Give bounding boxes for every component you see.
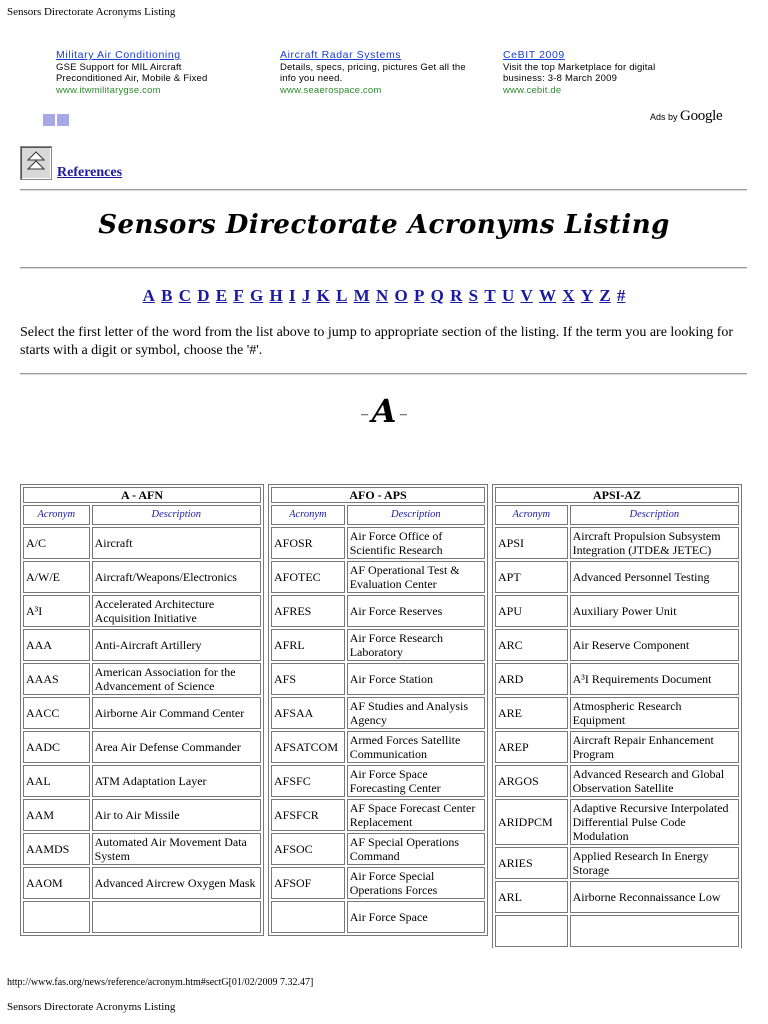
table-row — [495, 595, 739, 627]
acronym-cell: AFSFCR — [271, 799, 345, 831]
ad-nav-square-icon[interactable] — [57, 114, 69, 126]
letter-link-h[interactable]: H — [269, 286, 283, 305]
table-group-title: A - AFN — [23, 487, 261, 503]
acronym-cell: AFSOF — [271, 867, 345, 899]
table-row — [495, 527, 739, 559]
acronym-cell: AFS — [271, 663, 345, 695]
table-row — [23, 799, 261, 831]
description-cell: Air Force Space Forecasting Center — [347, 765, 485, 797]
description-cell: Aircraft/Weapons/Electronics — [92, 561, 261, 593]
letter-link-n[interactable]: N — [375, 286, 389, 305]
acronym-cell: ARL — [495, 881, 568, 913]
table-row — [495, 915, 739, 947]
description-cell: Area Air Defense Commander — [92, 731, 261, 763]
section-dash: – — [361, 407, 369, 422]
acronym-cell: APU — [495, 595, 568, 627]
table-group-1 — [20, 484, 264, 948]
divider — [20, 189, 747, 191]
ad-text: info you need. — [280, 73, 343, 84]
description-cell: Air Force Station — [347, 663, 485, 695]
ad-text: business: 3-8 March 2009 — [503, 73, 618, 84]
table-row — [495, 697, 739, 729]
acronym-cell: ARIDPCM — [495, 799, 568, 845]
table-row — [271, 629, 485, 661]
acronym-cell: A³I — [23, 595, 90, 627]
description-cell: Atmospheric Research Equipment — [570, 697, 739, 729]
table-row — [495, 881, 739, 913]
ad-url[interactable]: www.cebit.de — [503, 84, 562, 96]
footer-url: http://www.fas.org/news/reference/acronym.htm#sectG[01/02/2009 7.32.47] — [7, 977, 314, 988]
page-header-title: Sensors Directorate Acronyms Listing — [7, 6, 176, 18]
ads-by-label: Ads by — [650, 112, 678, 122]
ad-url[interactable]: www.seaerospace.com — [280, 84, 382, 96]
acronym-cell: AFSOC — [271, 833, 345, 865]
letter-link-p[interactable]: P — [413, 286, 425, 305]
letter-link-w[interactable]: W — [539, 286, 557, 305]
ad-block-3[interactable] — [503, 50, 655, 96]
table-row — [23, 697, 261, 729]
description-cell: Air Force Reserves — [347, 595, 485, 627]
description-cell: Accelerated Architecture Acquisition Initiative — [92, 595, 261, 627]
letter-link-c[interactable]: C — [178, 286, 191, 305]
column-header-acronym: Acronym — [271, 505, 345, 525]
letter-link-r[interactable]: R — [450, 286, 463, 305]
letter-link-q[interactable]: Q — [430, 286, 444, 305]
column-header-acronym: Acronym — [495, 505, 568, 525]
letter-link-u[interactable]: U — [501, 286, 515, 305]
table-row — [271, 561, 485, 593]
acronym-cell: AAA — [23, 629, 90, 661]
letter-link-i[interactable]: I — [288, 286, 296, 305]
table-row — [495, 663, 739, 695]
page-title: Sensors Directorate Acronyms Listing — [98, 210, 670, 240]
ad-title[interactable]: Aircraft Radar Systems — [280, 49, 402, 61]
description-cell: Applied Research In Energy Storage — [570, 847, 739, 879]
table-row — [23, 629, 261, 661]
table-row — [495, 799, 739, 845]
letter-link-g[interactable]: G — [250, 286, 264, 305]
letter-link-f[interactable]: F — [233, 286, 244, 305]
table-row — [271, 731, 485, 763]
acronym-cell: ARD — [495, 663, 568, 695]
intro-text: Select the first letter of the word from the list above to jump to appropriate section of the listing. If the term you are looking for starts with a digit or symbol, choose the '#'. — [20, 325, 734, 358]
column-header-acronym: Acronym — [23, 505, 90, 525]
acronym-cell: AAL — [23, 765, 90, 797]
acronym-cell: AFSAA — [271, 697, 345, 729]
acronym-cell: APSI — [495, 527, 568, 559]
letter-link-hash[interactable]: # — [616, 286, 626, 305]
table-group-2 — [268, 484, 488, 948]
table-row — [23, 595, 261, 627]
description-cell: Aircraft Repair Enhancement Program — [570, 731, 739, 763]
table-row — [271, 595, 485, 627]
acronym-cell: AAOM — [23, 867, 90, 899]
acronym-cell: AFOSR — [271, 527, 345, 559]
description-cell: Air Force Office of Scientific Research — [347, 527, 485, 559]
ad-block-1[interactable] — [56, 50, 208, 96]
letter-link-x[interactable]: X — [562, 286, 575, 305]
table-row — [495, 629, 739, 661]
description-cell: Aircraft — [92, 527, 261, 559]
table-row — [271, 833, 485, 865]
table-row — [23, 867, 261, 899]
acronym-cell: AAAS — [23, 663, 90, 695]
table-group-title: AFO - APS — [271, 487, 485, 503]
description-cell — [92, 901, 261, 933]
table-row — [271, 527, 485, 559]
description-cell: Adaptive Recursive Interpolated Differential Pulse Code Modulation — [570, 799, 739, 845]
acronym-cell — [23, 901, 90, 933]
acronym-cell: ARGOS — [495, 765, 568, 797]
ads-by-google[interactable] — [650, 108, 722, 125]
table-row — [271, 663, 485, 695]
table-row — [23, 833, 261, 865]
description-cell: Anti-Aircraft Artillery — [92, 629, 261, 661]
acronym-cell: A/W/E — [23, 561, 90, 593]
description-cell: Air Force Special Operations Forces — [347, 867, 485, 899]
ad-block-2[interactable] — [280, 50, 466, 96]
description-cell: AF Space Forecast Center Replacement — [347, 799, 485, 831]
acronym-cell: AAM — [23, 799, 90, 831]
table-row — [271, 901, 485, 933]
acronym-cell — [495, 915, 568, 947]
up-arrow-icon — [21, 147, 51, 179]
alphabet-index — [0, 286, 768, 306]
table-row — [23, 561, 261, 593]
table-row — [271, 867, 485, 899]
letter-link-l[interactable]: L — [336, 286, 348, 305]
table-row — [23, 527, 261, 559]
divider — [20, 373, 747, 375]
description-cell — [570, 915, 739, 947]
table-group-title: APSI-AZ — [495, 487, 739, 503]
acronym-cell: AFSFC — [271, 765, 345, 797]
description-cell: Air Reserve Component — [570, 629, 739, 661]
ad-title[interactable]: CeBIT 2009 — [503, 49, 565, 61]
letter-link-a[interactable]: A — [142, 286, 155, 305]
letter-link-k[interactable]: K — [316, 286, 330, 305]
description-cell: AF Special Operations Command — [347, 833, 485, 865]
ad-title[interactable]: Military Air Conditioning — [56, 49, 181, 61]
up-arrow-button[interactable] — [20, 146, 52, 180]
section-dash: – — [399, 407, 407, 422]
letter-link-z[interactable]: Z — [599, 286, 611, 305]
column-header-description: Description — [347, 505, 485, 525]
section-letter: A — [371, 392, 397, 430]
letter-link-j[interactable]: J — [301, 286, 311, 305]
description-cell: Aircraft Propulsion Subsystem Integration (JTDE& JETEC) — [570, 527, 739, 559]
letter-link-m[interactable]: M — [353, 286, 370, 305]
table-row — [495, 847, 739, 879]
letter-link-e[interactable]: E — [215, 286, 228, 305]
table-group-3 — [492, 484, 742, 948]
description-cell: ATM Adaptation Layer — [92, 765, 261, 797]
ad-text: Details, specs, pricing, pictures Get all the — [280, 61, 466, 73]
acronym-cell: AREP — [495, 731, 568, 763]
acronym-cell: ARC — [495, 629, 568, 661]
acronym-cell: ARIES — [495, 847, 568, 879]
description-cell: Advanced Aircrew Oxygen Mask — [92, 867, 261, 899]
letter-link-t[interactable]: T — [484, 286, 496, 305]
column-header-description: Description — [92, 505, 261, 525]
ad-url[interactable]: www.itwmilitarygse.com — [56, 84, 161, 96]
description-cell: A³I Requirements Document — [570, 663, 739, 695]
letter-link-o[interactable]: O — [394, 286, 408, 305]
table-row — [271, 697, 485, 729]
letter-link-y[interactable]: Y — [580, 286, 594, 305]
references-link[interactable]: References — [57, 165, 123, 180]
acronym-cell: AADC — [23, 731, 90, 763]
divider — [20, 267, 747, 269]
acronym-cell: AFOTEC — [271, 561, 345, 593]
acronym-cell — [271, 901, 345, 933]
ad-text: GSE Support for MIL Aircraft — [56, 61, 182, 73]
acronym-cell: AACC — [23, 697, 90, 729]
table-row — [495, 731, 739, 763]
table-row — [495, 765, 739, 797]
acronym-cell: AAMDS — [23, 833, 90, 865]
table-row — [23, 765, 261, 797]
description-cell: Airborne Air Command Center — [92, 697, 261, 729]
description-cell: American Association for the Advancement of Science — [92, 663, 261, 695]
description-cell: AF Operational Test & Evaluation Center — [347, 561, 485, 593]
table-row — [271, 799, 485, 831]
section-heading — [0, 392, 768, 430]
acronym-cell: AFSATCOM — [271, 731, 345, 763]
description-cell: Air Force Research Laboratory — [347, 629, 485, 661]
description-cell: Armed Forces Satellite Communication — [347, 731, 485, 763]
table-row — [271, 765, 485, 797]
description-cell: Advanced Research and Global Observation Satellite — [570, 765, 739, 797]
table-row — [495, 561, 739, 593]
letter-link-d[interactable]: D — [197, 286, 210, 305]
description-cell: Air to Air Missile — [92, 799, 261, 831]
description-cell: Air Force Space — [347, 901, 485, 933]
letter-link-v[interactable]: V — [520, 286, 533, 305]
table-row — [23, 901, 261, 933]
table-row — [23, 731, 261, 763]
description-cell: Airborne Reconnaissance Low — [570, 881, 739, 913]
letter-link-b[interactable]: B — [161, 286, 173, 305]
ad-nav-square-icon[interactable] — [43, 114, 55, 126]
google-logo: Google — [680, 108, 723, 124]
table-row — [23, 663, 261, 695]
letter-link-s[interactable]: S — [468, 286, 479, 305]
acronym-tables — [20, 484, 742, 948]
description-cell: Auxiliary Power Unit — [570, 595, 739, 627]
ad-text: Preconditioned Air, Mobile & Fixed — [56, 73, 208, 84]
acronym-cell: AFRL — [271, 629, 345, 661]
description-cell: AF Studies and Analysis Agency — [347, 697, 485, 729]
acronym-cell: ARE — [495, 697, 568, 729]
acronym-cell: AFRES — [271, 595, 345, 627]
description-cell: Automated Air Movement Data System — [92, 833, 261, 865]
column-header-description: Description — [570, 505, 739, 525]
acronym-cell: APT — [495, 561, 568, 593]
footer-title: Sensors Directorate Acronyms Listing — [7, 1001, 176, 1013]
description-cell: Advanced Personnel Testing — [570, 561, 739, 593]
ad-text: Visit the top Marketplace for digital — [503, 61, 656, 73]
acronym-cell: A/C — [23, 527, 90, 559]
